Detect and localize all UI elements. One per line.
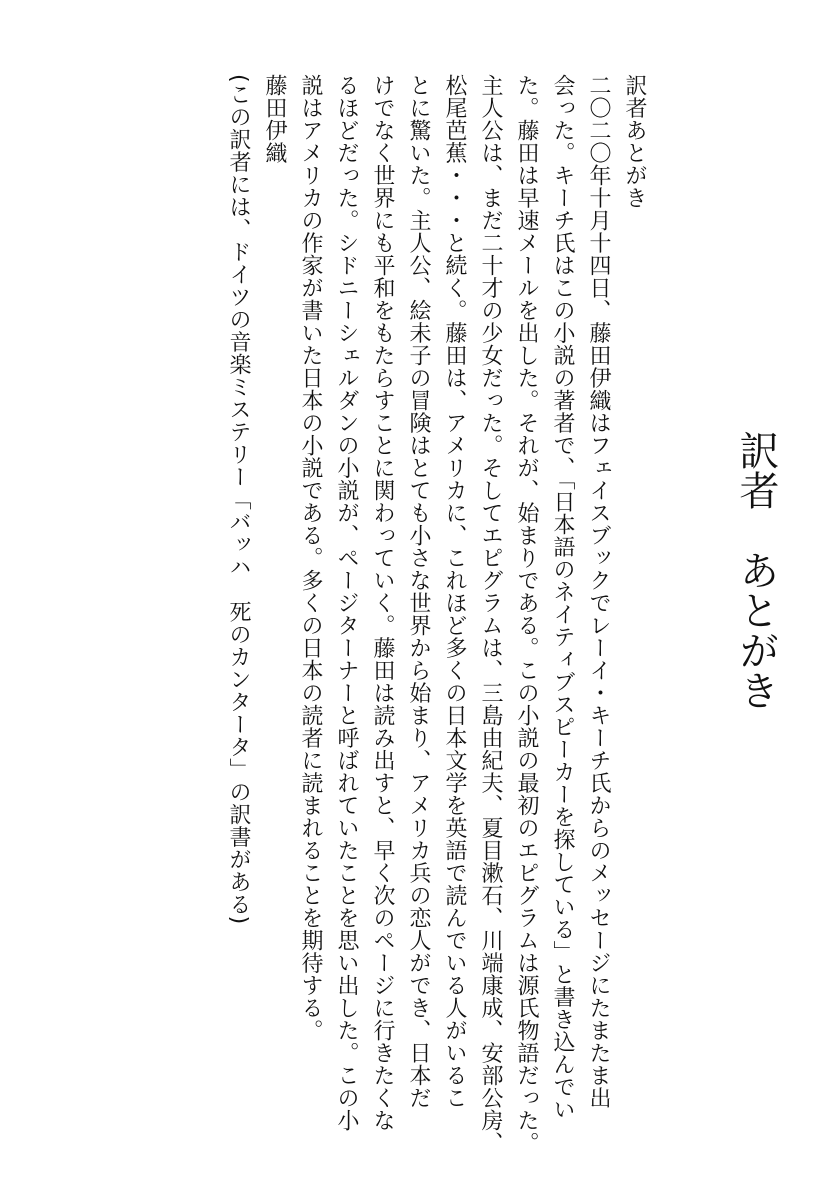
body-line: 訳者あとがき — [622, 74, 647, 209]
body-line: とに驚いた。主人公、絵未子の冒険はとても小さな世界から始まり、アメリカ兵の恋人ができ、日本だ — [406, 74, 431, 1109]
body-line: るほどだった。シドニーシェルダンの小説が、ページターナーと呼ばれていたことを思い出した。この小 — [334, 74, 359, 1132]
body-line: 松尾芭蕉・・・と続く。藤田は、アメリカに、これほど多くの日本文学を英語で読んでいる人がいるこ — [442, 74, 467, 1109]
body-line: 会った。キーチ氏はこの小説の著者で、「日本語のネイティブスピーカーを探している」と書き込んでい — [550, 74, 575, 1121]
body-line: 二〇二〇年十月十四日、藤田伊織はフェイスブックでレーイ・キーチ氏からのメッセージにたまたま出 — [586, 74, 611, 1109]
body-line: た。藤田は早速メールを出した。それが、始まりである。この小説の最初のエピグラムは源氏物語だった。 — [514, 74, 539, 1154]
body-line: 藤田伊織 — [262, 74, 287, 164]
body-line: けでなく世界にも平和をもたらすことに関わっていく。藤田は読み出すと、早く次のページに行きたくな — [370, 74, 395, 1132]
body-line: (この訳者には、ドイツの音楽ミステリー「バッハ 死のカンタータ」の訳書がある) — [226, 74, 251, 925]
afterword-body — [226, 74, 652, 1154]
body-line: 主人公は、まだ二十才の少女だった。そしてエピグラムは、三島由紀夫、夏目漱石、川端康成、安部公房、 — [478, 74, 503, 1154]
body-line: 説はアメリカの作家が書いた日本の小説である。多くの日本の読者に読まれることを期待する。 — [298, 74, 323, 1042]
page-title: 訳者 あとがき — [733, 430, 779, 710]
